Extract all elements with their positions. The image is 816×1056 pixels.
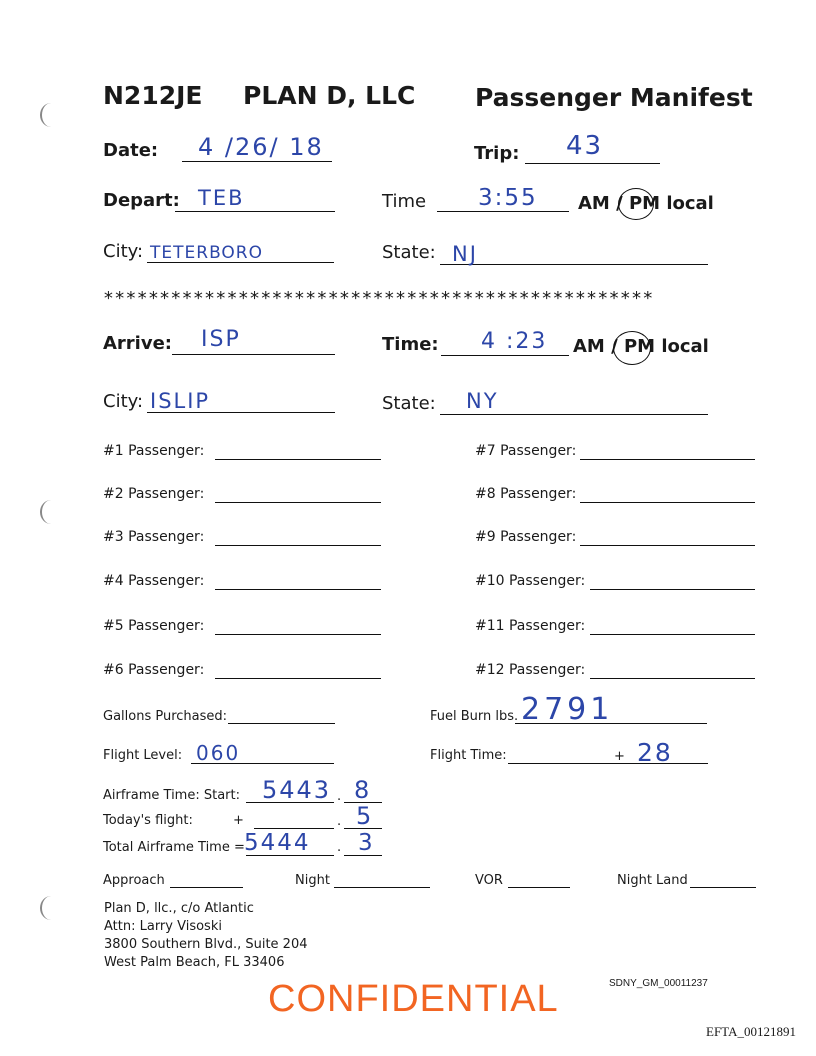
arrive-ampm: AM / PM local [573, 336, 709, 357]
gallons-line [228, 723, 335, 724]
passenger-line-12 [590, 678, 755, 679]
flight-time-value: 28 [637, 738, 673, 767]
total-airframe-tenth: 3 [358, 830, 375, 856]
address-line-3: 3800 Southern Blvd., Suite 204 [104, 937, 308, 952]
depart-city-value: TETERBORO [150, 243, 264, 263]
night-land-label: Night Land [617, 873, 688, 888]
flight-time-plus: + [614, 749, 625, 764]
today-flight-line-whole [254, 828, 334, 829]
depart-state-label: State: [382, 242, 436, 263]
airframe-start-tenth: 8 [354, 776, 372, 804]
depart-label: Depart: [103, 190, 180, 211]
today-flight-dot: . [337, 814, 342, 829]
arrive-state-label: State: [382, 393, 436, 414]
depart-pm-circle [618, 188, 654, 220]
passenger-line-10 [590, 589, 755, 590]
approach-line [170, 887, 243, 888]
punch-hole-top [40, 103, 62, 127]
arrive-value: ISP [201, 327, 241, 352]
depart-ampm: AM / PM local [578, 193, 714, 214]
airframe-start-dot: . [337, 789, 342, 804]
confidential-stamp: CONFIDENTIAL [268, 978, 559, 1020]
arrive-city-value: ISLIP [150, 389, 211, 413]
arrive-pm-circle [613, 331, 651, 365]
depart-city-label: City: [103, 241, 144, 262]
passenger-label-2: #2 Passenger: [103, 486, 205, 502]
passenger-label-9: #9 Passenger: [475, 529, 577, 545]
depart-line [175, 211, 335, 212]
flight-level-value: 060 [196, 741, 241, 765]
flight-time-line [508, 763, 708, 764]
passenger-label-1: #1 Passenger: [103, 443, 205, 459]
bates-number: SDNY_GM_00011237 [609, 978, 708, 989]
arrive-state-value: NY [466, 389, 499, 413]
depart-time-label: Time [382, 191, 427, 212]
today-flight-label: Today's flight: [103, 813, 193, 828]
depart-value: TEB [198, 186, 245, 210]
separator-stars: ************************************************* [103, 288, 654, 309]
depart-time-value: 3:55 [478, 185, 538, 211]
punch-hole-bottom [40, 896, 62, 920]
arrive-state-line [440, 414, 708, 415]
passenger-line-4 [215, 589, 381, 590]
trip-line [525, 163, 660, 164]
passenger-line-3 [215, 545, 381, 546]
arrive-line [172, 354, 335, 355]
depart-state-line [440, 264, 708, 265]
depart-time-line [437, 211, 569, 212]
fuel-burn-label: Fuel Burn lbs. [430, 709, 519, 724]
fuel-burn-value: 2791 [521, 692, 614, 727]
today-flight-plus: + [233, 813, 244, 828]
night-label: Night [295, 873, 330, 888]
passenger-line-6 [215, 678, 381, 679]
flight-level-label: Flight Level: [103, 748, 183, 763]
mailing-address [104, 900, 308, 972]
date-label: Date: [103, 140, 159, 161]
passenger-line-5 [215, 634, 381, 635]
vor-label: VOR [475, 873, 503, 888]
trip-value: 43 [566, 131, 604, 161]
passenger-label-6: #6 Passenger: [103, 662, 205, 678]
arrive-label: Arrive: [103, 333, 172, 354]
date-value: 4 /26/ 18 [198, 133, 324, 161]
address-line-4: West Palm Beach, FL 33406 [104, 955, 285, 970]
passenger-line-8 [580, 502, 755, 503]
passenger-label-12: #12 Passenger: [475, 662, 586, 678]
airframe-start-whole: 5443 [262, 776, 332, 804]
date-line [182, 161, 332, 162]
airframe-start-label: Airframe Time: Start: [103, 788, 240, 803]
night-line [334, 887, 430, 888]
passenger-label-3: #3 Passenger: [103, 529, 205, 545]
address-line-1: Plan D, llc., c/o Atlantic [104, 901, 254, 916]
approach-label: Approach [103, 873, 165, 888]
passenger-line-7 [580, 459, 755, 460]
flight-time-label: Flight Time: [430, 748, 507, 763]
total-airframe-dot: . [337, 840, 342, 855]
passenger-line-11 [590, 634, 755, 635]
punch-hole-middle [40, 500, 62, 524]
night-land-line [690, 887, 756, 888]
tail-number: N212JE [103, 81, 203, 110]
total-airframe-label: Total Airframe Time = [103, 840, 245, 855]
arrive-time-line [441, 355, 569, 356]
passenger-label-7: #7 Passenger: [475, 443, 577, 459]
passenger-line-1 [215, 459, 381, 460]
arrive-time-label: Time: [382, 334, 439, 355]
gallons-label: Gallons Purchased: [103, 709, 228, 724]
today-flight-tenth: 5 [356, 802, 374, 830]
total-airframe-whole: 5444 [244, 830, 311, 856]
form-title: Passenger Manifest [475, 83, 753, 112]
passenger-label-10: #10 Passenger: [475, 573, 586, 589]
passenger-label-8: #8 Passenger: [475, 486, 577, 502]
passenger-line-2 [215, 502, 381, 503]
efta-number: EFTA_00121891 [706, 1024, 796, 1039]
passenger-label-4: #4 Passenger: [103, 573, 205, 589]
trip-label: Trip: [474, 143, 520, 164]
vor-line [508, 887, 570, 888]
company-name: PLAN D, LLC [243, 81, 416, 110]
passenger-label-11: #11 Passenger: [475, 618, 586, 634]
arrive-city-label: City: [103, 391, 144, 412]
arrive-time-value: 4 :23 [481, 329, 548, 354]
address-line-2: Attn: Larry Visoski [104, 919, 222, 934]
passenger-line-9 [580, 545, 755, 546]
depart-state-value: NJ [452, 242, 478, 266]
passenger-label-5: #5 Passenger: [103, 618, 205, 634]
